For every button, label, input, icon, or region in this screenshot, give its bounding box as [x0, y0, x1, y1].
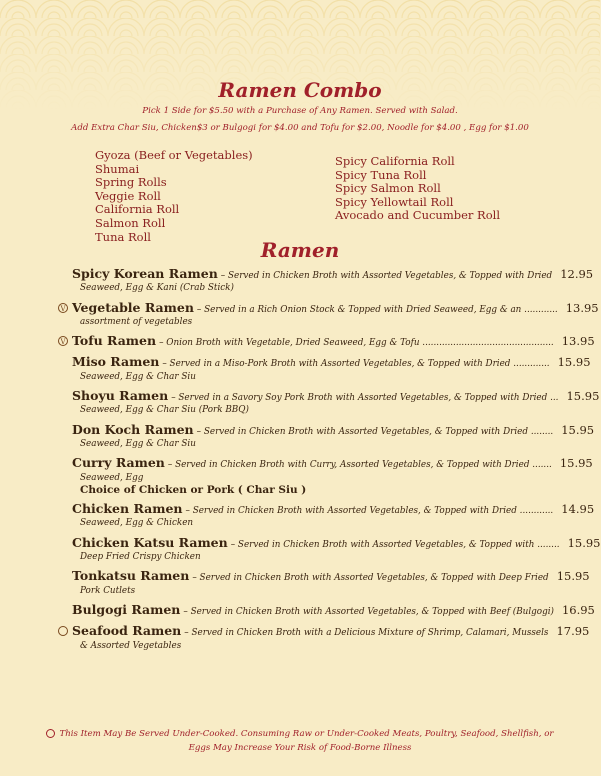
- menu-item: [58, 333, 595, 349]
- menu-item-name: Shoyu Ramen: [72, 388, 169, 404]
- ramen-menu-list: [58, 266, 601, 659]
- side-item: Salmon Roll: [95, 215, 166, 230]
- menu-item-name: Tofu Ramen: [72, 333, 157, 349]
- menu-item-price: 15.95: [561, 422, 595, 437]
- menu-item-name: Tonkatsu Ramen: [72, 568, 190, 584]
- side-item: Spicy Salmon Roll: [335, 181, 441, 196]
- ramen-combo-title: Ramen Combo: [218, 78, 382, 102]
- menu-item-price: 15.95: [557, 355, 591, 370]
- food-safety-line1: This Item May Be Served Under-Cooked. Consuming Raw or Under-Cooked Meats, Poultry, Seafood, Shellfish, or: [59, 729, 554, 739]
- menu-item-price: 15.95: [559, 456, 593, 471]
- menu-item-description-cont: assortment of vegetables: [80, 316, 193, 327]
- menu-item-name: Chicken Katsu Ramen: [72, 534, 228, 550]
- side-item: Shumai: [95, 161, 140, 176]
- menu-item-description: – Served in Chicken Broth with Assorted Vegetables, & Topped with Dried ............: [185, 506, 554, 517]
- menu-item-price: 14.95: [561, 502, 595, 517]
- menu-item-description: – Served in Chicken Broth with Assorted Vegetables, & Topped with Beef (Bulgogi): [183, 606, 554, 617]
- raw-warning-icon: [46, 729, 55, 738]
- menu-item: [58, 568, 590, 597]
- sides-list-left: [95, 149, 253, 244]
- menu-item: [58, 421, 595, 451]
- menu-item-description: – Served in Chicken Broth with Assorted Vegetables, & Topped with Deep Fried: [192, 573, 549, 584]
- side-item: Gyoza (Beef or Vegetables): [95, 148, 253, 162]
- menu-item-name: Bulgogi Ramen: [72, 601, 181, 617]
- menu-item-description: – Served in Chicken Broth with Assorted Vegetables, & Topped with Dried ........: [196, 426, 554, 437]
- menu-item-description-cont: Seaweed, Egg & Char Siu (Pork BBQ): [80, 405, 249, 416]
- menu-item-price: 17.95: [556, 624, 590, 639]
- menu-item-description-cont: Pork Cutlets: [80, 585, 136, 596]
- menu-item-description: – Served in Chicken Broth with Assorted Vegetables, & Topped with ........: [230, 539, 560, 550]
- menu-item-name: Seafood Ramen: [72, 623, 182, 639]
- side-item: Spicy Tuna Roll: [335, 167, 427, 182]
- side-item: Tuna Roll: [95, 229, 151, 244]
- menu-item-name: Spicy Korean Ramen: [72, 266, 218, 281]
- menu-item-price: 15.95: [566, 389, 600, 404]
- sides-list-right: [335, 155, 500, 223]
- menu-item: [58, 266, 594, 295]
- menu-item: [58, 501, 595, 530]
- vegetarian-icon: V: [58, 336, 68, 346]
- food-safety-notice: [0, 727, 600, 741]
- menu-item-name: Vegetable Ramen: [72, 299, 194, 315]
- menu-item-description: – Served in Chicken Broth with Curry, Assorted Vegetables, & Topped with Dried .......: [167, 460, 552, 471]
- menu-item: [58, 455, 593, 496]
- menu-item-name: Curry Ramen: [72, 455, 165, 471]
- menu-item-description: – Served in Chicken Broth with a Delicious Mixture of Shrimp, Calamari, Mussels: [184, 628, 549, 639]
- menu-item-description-cont: & Assorted Vegetables: [80, 640, 182, 651]
- menu-item-name: Don Koch Ramen: [72, 421, 194, 437]
- side-item: California Roll: [95, 202, 180, 217]
- menu-item-price: 15.95: [556, 569, 590, 584]
- menu-item-name: Miso Ramen: [72, 354, 160, 370]
- menu-item: [58, 388, 600, 417]
- menu-item-description: – Served in Chicken Broth with Assorted Vegetables, & Topped with Dried: [220, 271, 553, 281]
- menu-item-name: Chicken Ramen: [72, 501, 183, 517]
- menu-item-price: 13.95: [565, 300, 599, 315]
- side-item: Veggie Roll: [95, 188, 161, 203]
- menu-item-description-cont: Seaweed, Egg & Char Siu: [80, 438, 196, 449]
- side-item: Spicy Yellowtail Roll: [335, 194, 454, 209]
- menu-item-price: 12.95: [560, 267, 594, 281]
- ramen-section-title: Ramen: [260, 238, 340, 262]
- menu-item-description-cont: Seaweed, Egg & Char Siu: [80, 371, 196, 382]
- menu-item-option: Choice of Chicken or Pork ( Char Siu ): [80, 483, 307, 496]
- menu-item: [58, 354, 591, 383]
- combo-extras-offer: Add Extra Char Siu, Chicken$3 or Bulgogi for $4.00 and Tofu for $2.00, Noodle for $4.00 , Egg for $1.00: [71, 123, 529, 133]
- menu-item: [58, 601, 595, 618]
- side-item: Avocado and Cucumber Roll: [335, 208, 500, 223]
- menu-item-description: – Onion Broth with Vegetable, Dried Seaweed, Egg & Tofu ...............................................: [159, 338, 554, 349]
- raw-warning-icon: [58, 626, 68, 636]
- menu-item-description: – Served in a Miso-Pork Broth with Assorted Vegetables, & Topped with Dried .............: [162, 359, 550, 370]
- menu-item: [58, 299, 599, 329]
- menu-item-description-cont: Deep Fried Crispy Chicken: [80, 552, 201, 563]
- combo-side-offer: Pick 1 Side for $5.50 with a Purchase of Any Ramen. Served with Salad.: [142, 106, 458, 116]
- menu-item: [58, 534, 601, 564]
- menu-item-description-cont: Seaweed, Egg & Chicken: [80, 518, 194, 529]
- menu-item-price: 13.95: [561, 334, 595, 349]
- menu-item-price: 16.95: [561, 602, 595, 617]
- menu-item-description: – Served in a Savory Soy Pork Broth with Assorted Vegetables, & Topped with Dried ...: [171, 393, 559, 404]
- side-item: Spring Rolls: [95, 175, 167, 190]
- menu-item-description: – Served in a Rich Onion Stock & Topped with Dried Seaweed, Egg & an ............: [196, 304, 558, 315]
- side-item: Spicy California Roll: [335, 154, 455, 168]
- menu-item: [58, 623, 590, 652]
- menu-item-description-cont: Seaweed, Egg & Kani (Crab Stick): [80, 283, 234, 294]
- menu-item-price: 15.95: [567, 535, 601, 550]
- food-safety-notice-line2: Eggs May Increase Your Risk of Food-Borne Illness: [188, 743, 412, 753]
- menu-item-description-cont: Seaweed, Egg: [80, 472, 144, 483]
- vegetarian-icon: V: [58, 303, 68, 313]
